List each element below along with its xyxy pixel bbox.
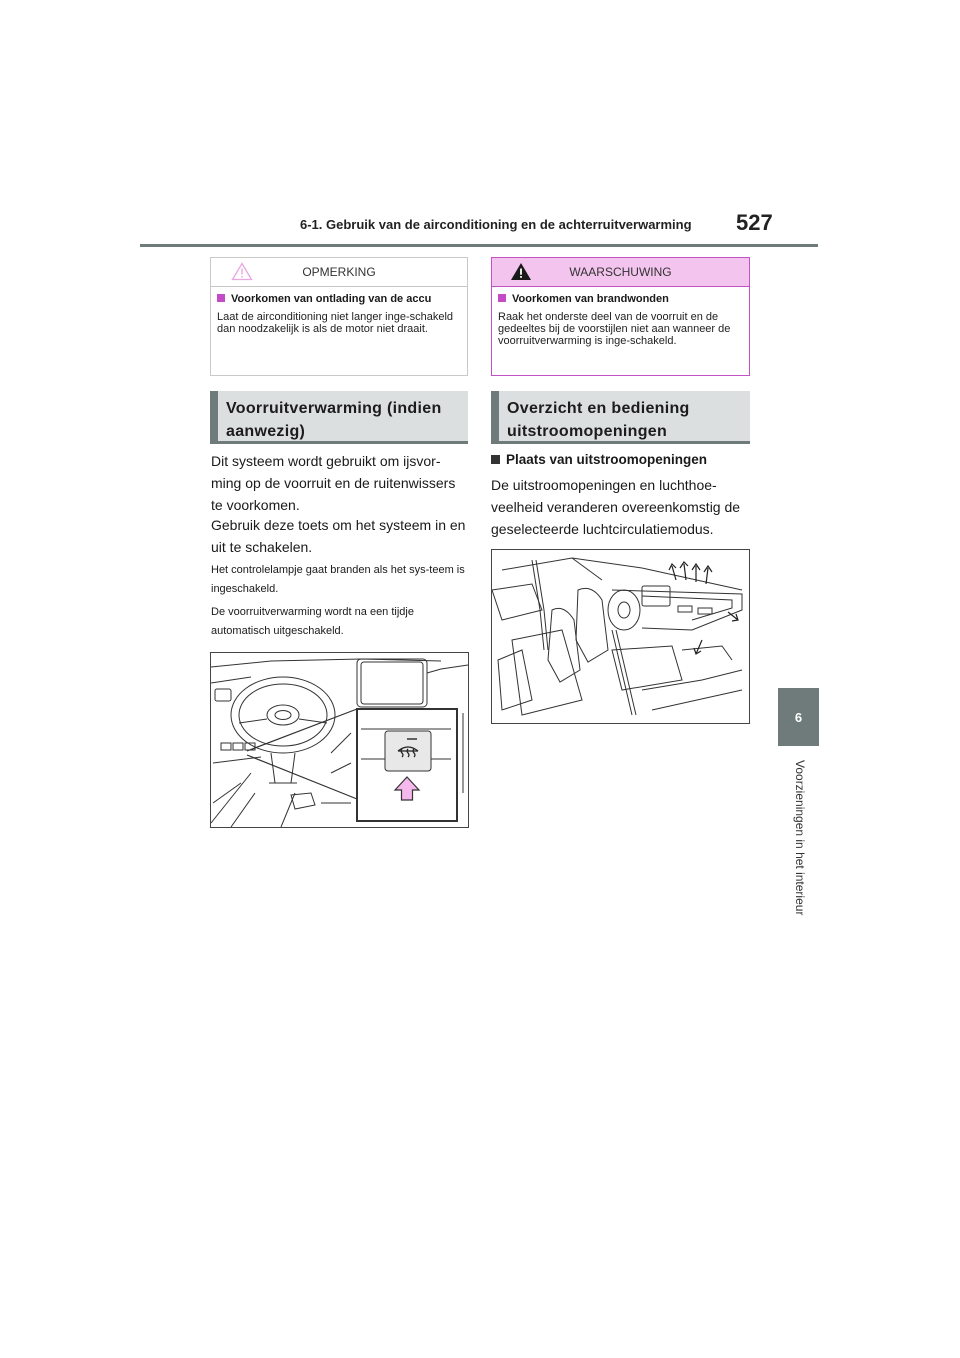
chapter-side-label bbox=[791, 760, 809, 940]
bullet-square-icon bbox=[498, 294, 506, 302]
note-box-subheading bbox=[211, 287, 467, 305]
section-title-line2: aanwezig) bbox=[226, 423, 306, 440]
warning-box-heading: WAARSCHUWING bbox=[569, 265, 672, 279]
small-note-indicator: Het controlelampje gaat branden als het sys-teem is ingeschakeld. bbox=[211, 564, 465, 595]
dashboard-illustration bbox=[211, 653, 468, 827]
warning-triangle-icon bbox=[510, 262, 532, 284]
warning-box bbox=[491, 257, 750, 376]
note-box-body: Laat de airconditioning niet langer inge-schakeld dan noodzakelijk is als de motor niet draait. bbox=[217, 311, 454, 335]
section-header-vent-overview bbox=[491, 391, 750, 444]
note-box bbox=[210, 257, 468, 376]
figure-vent-locations bbox=[491, 549, 750, 724]
bullet-heading-text: Plaats van uitstroomopeningen bbox=[506, 452, 708, 467]
bullet-square-icon bbox=[217, 294, 225, 302]
warning-box-subheading bbox=[492, 287, 749, 305]
note-box-subheading-text: Voorkomen van ontlading van de accu bbox=[231, 293, 432, 305]
section-title-line1: Overzicht en bediening bbox=[507, 400, 690, 417]
chapter-tab: 6 bbox=[778, 688, 819, 746]
note-box-header bbox=[211, 258, 467, 287]
section-title-line2: uitstroomopeningen bbox=[507, 423, 668, 440]
figure-defroster-switch bbox=[210, 652, 469, 828]
warning-box-subheading-text: Voorkomen van brandwonden bbox=[512, 293, 669, 305]
running-header-title: 6-1. Gebruik van de airconditioning en de achterruitverwarming bbox=[300, 217, 692, 232]
paragraph-toggle: Gebruik deze toets om het systeem in en uit te schakelen. bbox=[211, 517, 466, 555]
paragraph-vents: De uitstroomopeningen en luchthoe-veelheid veranderen overeenkomstig de geselecteerde luchtcirculatiemodus. bbox=[491, 477, 741, 537]
chapter-side-label-text: Voorzieningen in het interieur bbox=[793, 760, 807, 916]
cabin-illustration bbox=[492, 550, 749, 723]
section-header-title bbox=[226, 397, 442, 443]
note-box-heading: OPMERKING bbox=[302, 265, 376, 279]
header-rule bbox=[140, 244, 818, 247]
bullet-square-icon bbox=[491, 455, 500, 464]
bullet-heading-vents bbox=[491, 452, 753, 467]
warning-box-header bbox=[492, 258, 749, 287]
section-header-title bbox=[507, 397, 690, 443]
small-note-auto-off: De voorruitverwarming wordt na een tijdje automatisch uitgeschakeld. bbox=[211, 606, 414, 637]
section-title-line1: Voorruitverwarming (indien bbox=[226, 400, 442, 417]
section-header-bar bbox=[491, 391, 499, 441]
warning-box-body: Raak het onderste deel van de voorruit en de gedeeltes bij de voorstijlen niet aan wanneer de voorruitverwarming is inge-schakeld. bbox=[498, 311, 731, 347]
section-header-bar bbox=[210, 391, 218, 441]
paragraph-intro: Dit systeem wordt gebruikt om ijsvor-ming op de voorruit en de ruitenwissers te voorkomen. bbox=[211, 453, 456, 513]
caution-triangle-icon bbox=[231, 262, 253, 284]
section-header-windshield-heater bbox=[210, 391, 468, 444]
page-number: 527 bbox=[736, 210, 773, 235]
